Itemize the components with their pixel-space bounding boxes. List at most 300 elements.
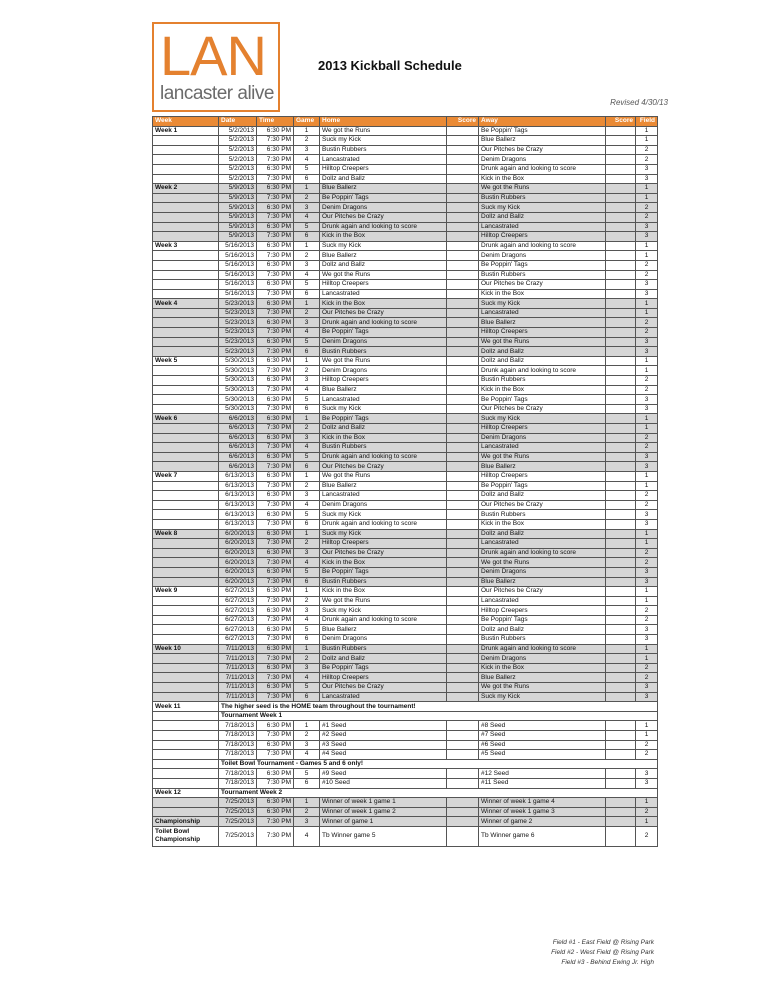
home-team-cell: Kick in the Box <box>320 587 447 597</box>
home-team-cell: Lancastrated <box>320 289 447 299</box>
away-score-cell <box>606 615 636 625</box>
table-row <box>153 635 658 645</box>
home-score-cell <box>447 356 479 366</box>
game-cell: 1 <box>294 414 320 424</box>
field-cell: 3 <box>636 635 658 645</box>
home-score-cell <box>447 424 479 434</box>
away-team-cell: Be Poppin' Tags <box>479 260 606 270</box>
field-cell: 1 <box>636 529 658 539</box>
away-score-cell <box>606 491 636 501</box>
week-cell <box>153 567 219 577</box>
home-team-cell: Be Poppin' Tags <box>320 193 447 203</box>
field-legend-3: Field #3 - Behind Ewing Jr. High <box>561 959 654 966</box>
date-cell: 5/30/2013 <box>219 404 257 414</box>
date-cell: 5/9/2013 <box>219 232 257 242</box>
time-cell: 6:30 PM <box>257 567 294 577</box>
table-row <box>153 193 658 203</box>
date-cell: 5/16/2013 <box>219 251 257 261</box>
away-score-cell <box>606 558 636 568</box>
away-score-cell <box>606 807 636 817</box>
away-score-cell <box>606 280 636 290</box>
time-cell: 6:30 PM <box>257 203 294 213</box>
away-team-cell: Be Poppin' Tags <box>479 615 606 625</box>
time-cell: 6:30 PM <box>257 126 294 136</box>
field-cell: 2 <box>636 212 658 222</box>
week-cell: Week 3 <box>153 241 219 251</box>
week-cell <box>153 625 219 635</box>
home-team-cell: We got the Runs <box>320 356 447 366</box>
week-cell <box>153 500 219 510</box>
away-team-cell: Bustin Rubbers <box>479 376 606 386</box>
week-cell <box>153 232 219 242</box>
away-team-cell: #5 Seed <box>479 750 606 760</box>
away-team-cell: Winner of week 1 game 4 <box>479 798 606 808</box>
away-team-cell: Bustin Rubbers <box>479 270 606 280</box>
table-row <box>153 356 658 366</box>
away-score-cell <box>606 750 636 760</box>
date-cell: 6/27/2013 <box>219 625 257 635</box>
away-team-cell: #7 Seed <box>479 731 606 741</box>
field-cell: 3 <box>636 769 658 779</box>
week-cell: Week 11 <box>153 702 219 712</box>
field-cell: 2 <box>636 145 658 155</box>
date-cell: 5/2/2013 <box>219 136 257 146</box>
away-score-cell <box>606 164 636 174</box>
away-score-cell <box>606 424 636 434</box>
table-row <box>153 241 658 251</box>
game-cell: 6 <box>294 347 320 357</box>
away-team-cell: Drunk again and looking to score <box>479 164 606 174</box>
week-cell <box>153 443 219 453</box>
home-score-cell <box>447 270 479 280</box>
home-team-cell: Blue Ballerz <box>320 481 447 491</box>
field-cell: 1 <box>636 587 658 597</box>
game-cell: 4 <box>294 826 320 846</box>
week-cell <box>153 596 219 606</box>
home-team-cell: Be Poppin' Tags <box>320 328 447 338</box>
game-cell: 1 <box>294 587 320 597</box>
date-cell: 6/13/2013 <box>219 481 257 491</box>
away-team-cell: Our Pitches be Crazy <box>479 587 606 597</box>
home-team-cell: Lancastrated <box>320 155 447 165</box>
field-cell: 3 <box>636 232 658 242</box>
field-cell: 3 <box>636 778 658 788</box>
table-row <box>153 558 658 568</box>
home-team-cell: Denim Dragons <box>320 500 447 510</box>
date-cell: 5/2/2013 <box>219 126 257 136</box>
field-cell: 1 <box>636 241 658 251</box>
home-score-cell <box>447 798 479 808</box>
date-cell: 7/18/2013 <box>219 750 257 760</box>
away-team-cell: Dollz and Ballz <box>479 529 606 539</box>
game-cell: 5 <box>294 510 320 520</box>
away-team-cell: Drunk again and looking to score <box>479 548 606 558</box>
table-row <box>153 260 658 270</box>
away-score-cell <box>606 289 636 299</box>
time-cell: 6:30 PM <box>257 721 294 731</box>
game-cell: 2 <box>294 308 320 318</box>
table-row <box>153 222 658 232</box>
game-cell: 1 <box>294 126 320 136</box>
game-cell: 3 <box>294 203 320 213</box>
home-team-cell: #2 Seed <box>320 731 447 741</box>
table-row <box>153 347 658 357</box>
field-cell: 3 <box>636 567 658 577</box>
table-header-row <box>153 117 658 127</box>
away-score-cell <box>606 778 636 788</box>
time-cell: 6:30 PM <box>257 452 294 462</box>
home-team-cell: Denim Dragons <box>320 366 447 376</box>
home-score-cell <box>447 193 479 203</box>
week-cell <box>153 433 219 443</box>
table-row <box>153 817 658 827</box>
game-cell: 4 <box>294 558 320 568</box>
game-cell: 5 <box>294 683 320 693</box>
week-cell: Week 7 <box>153 471 219 481</box>
away-score-cell <box>606 376 636 386</box>
home-score-cell <box>447 299 479 309</box>
week-cell <box>153 798 219 808</box>
week-cell <box>153 548 219 558</box>
home-team-cell: Be Poppin' Tags <box>320 414 447 424</box>
game-cell: 4 <box>294 270 320 280</box>
table-row <box>153 539 658 549</box>
field-cell: 2 <box>636 433 658 443</box>
home-team-cell: Winner of week 1 game 1 <box>320 798 447 808</box>
home-team-cell: Kick in the Box <box>320 232 447 242</box>
date-cell: 6/6/2013 <box>219 452 257 462</box>
date-cell: 5/16/2013 <box>219 260 257 270</box>
game-cell: 4 <box>294 212 320 222</box>
home-team-cell: Lancastrated <box>320 692 447 702</box>
home-team-cell: Bustin Rubbers <box>320 577 447 587</box>
date-cell: 7/11/2013 <box>219 673 257 683</box>
game-cell: 2 <box>294 481 320 491</box>
home-score-cell <box>447 318 479 328</box>
game-cell: 2 <box>294 366 320 376</box>
header-away-score: Score <box>606 117 636 127</box>
home-team-cell: Hilltop Creepers <box>320 539 447 549</box>
away-team-cell: Be Poppin' Tags <box>479 395 606 405</box>
table-row <box>153 807 658 817</box>
date-cell: 5/9/2013 <box>219 193 257 203</box>
date-cell: 5/2/2013 <box>219 174 257 184</box>
home-team-cell: Blue Ballerz <box>320 625 447 635</box>
field-cell: 3 <box>636 164 658 174</box>
game-cell: 6 <box>294 289 320 299</box>
game-cell: 6 <box>294 519 320 529</box>
date-cell: 7/25/2013 <box>219 817 257 827</box>
table-row <box>153 615 658 625</box>
home-score-cell <box>447 673 479 683</box>
home-score-cell <box>447 731 479 741</box>
date-cell: 6/20/2013 <box>219 548 257 558</box>
table-row <box>153 625 658 635</box>
home-score-cell <box>447 778 479 788</box>
away-score-cell <box>606 644 636 654</box>
week-cell <box>153 663 219 673</box>
week-cell <box>153 558 219 568</box>
time-cell: 7:30 PM <box>257 212 294 222</box>
home-score-cell <box>447 471 479 481</box>
home-team-cell: Our Pitches be Crazy <box>320 308 447 318</box>
date-cell: 5/16/2013 <box>219 289 257 299</box>
table-row <box>153 308 658 318</box>
table-row <box>153 788 658 798</box>
field-cell: 2 <box>636 260 658 270</box>
away-score-cell <box>606 567 636 577</box>
game-cell: 1 <box>294 356 320 366</box>
table-row <box>153 711 658 721</box>
field-cell: 3 <box>636 692 658 702</box>
time-cell: 6:30 PM <box>257 299 294 309</box>
week-cell <box>153 481 219 491</box>
time-cell: 7:30 PM <box>257 596 294 606</box>
week-cell: Week 4 <box>153 299 219 309</box>
time-cell: 7:30 PM <box>257 424 294 434</box>
home-team-cell: Suck my Kick <box>320 606 447 616</box>
table-row <box>153 769 658 779</box>
away-team-cell: Bustin Rubbers <box>479 510 606 520</box>
lancaster-alive-logo <box>152 22 280 112</box>
table-row <box>153 212 658 222</box>
table-row <box>153 673 658 683</box>
time-cell: 6:30 PM <box>257 318 294 328</box>
date-cell: 7/18/2013 <box>219 740 257 750</box>
home-score-cell <box>447 558 479 568</box>
game-cell: 4 <box>294 615 320 625</box>
table-row <box>153 778 658 788</box>
table-row <box>153 174 658 184</box>
away-score-cell <box>606 654 636 664</box>
home-score-cell <box>447 606 479 616</box>
away-score-cell <box>606 136 636 146</box>
game-cell: 1 <box>294 644 320 654</box>
game-cell: 2 <box>294 731 320 741</box>
game-cell: 5 <box>294 567 320 577</box>
game-cell: 3 <box>294 817 320 827</box>
table-row <box>153 203 658 213</box>
home-team-cell: Bustin Rubbers <box>320 347 447 357</box>
time-cell: 7:30 PM <box>257 817 294 827</box>
away-score-cell <box>606 174 636 184</box>
table-row <box>153 644 658 654</box>
time-cell: 7:30 PM <box>257 654 294 664</box>
time-cell: 7:30 PM <box>257 385 294 395</box>
away-team-cell: We got the Runs <box>479 337 606 347</box>
time-cell: 6:30 PM <box>257 683 294 693</box>
home-score-cell <box>447 750 479 760</box>
away-score-cell <box>606 798 636 808</box>
week-cell <box>153 404 219 414</box>
home-score-cell <box>447 280 479 290</box>
home-team-cell: Blue Ballerz <box>320 385 447 395</box>
away-team-cell: Denim Dragons <box>479 155 606 165</box>
away-team-cell: Blue Ballerz <box>479 462 606 472</box>
away-team-cell: Lancastrated <box>479 539 606 549</box>
time-cell: 7:30 PM <box>257 519 294 529</box>
away-team-cell: Suck my Kick <box>479 414 606 424</box>
field-cell: 2 <box>636 826 658 846</box>
away-team-cell: Denim Dragons <box>479 654 606 664</box>
away-team-cell: Kick in the Box <box>479 174 606 184</box>
home-team-cell: Hilltop Creepers <box>320 164 447 174</box>
away-score-cell <box>606 356 636 366</box>
home-score-cell <box>447 155 479 165</box>
table-row <box>153 692 658 702</box>
home-team-cell: Bustin Rubbers <box>320 443 447 453</box>
home-team-cell: Suck my Kick <box>320 404 447 414</box>
time-cell: 7:30 PM <box>257 404 294 414</box>
table-row <box>153 155 658 165</box>
home-team-cell: Hilltop Creepers <box>320 280 447 290</box>
table-row <box>153 759 658 769</box>
time-cell: 6:30 PM <box>257 471 294 481</box>
home-score-cell <box>447 433 479 443</box>
schedule-body <box>153 126 658 846</box>
away-score-cell <box>606 577 636 587</box>
home-score-cell <box>447 145 479 155</box>
away-score-cell <box>606 539 636 549</box>
week-cell: Week 9 <box>153 587 219 597</box>
away-score-cell <box>606 203 636 213</box>
time-cell: 6:30 PM <box>257 337 294 347</box>
home-score-cell <box>447 212 479 222</box>
away-team-cell: Hilltop Creepers <box>479 232 606 242</box>
home-team-cell: Drunk again and looking to score <box>320 452 447 462</box>
game-cell: 4 <box>294 155 320 165</box>
table-row <box>153 702 658 712</box>
date-cell: 5/23/2013 <box>219 308 257 318</box>
time-cell: 7:30 PM <box>257 443 294 453</box>
home-team-cell: Winner of game 1 <box>320 817 447 827</box>
game-cell: 4 <box>294 500 320 510</box>
field-cell: 1 <box>636 596 658 606</box>
week-cell <box>153 510 219 520</box>
home-score-cell <box>447 548 479 558</box>
table-row <box>153 232 658 242</box>
home-team-cell: Bustin Rubbers <box>320 145 447 155</box>
week-cell <box>153 615 219 625</box>
away-score-cell <box>606 452 636 462</box>
date-cell: 6/20/2013 <box>219 539 257 549</box>
home-score-cell <box>447 683 479 693</box>
week-cell <box>153 318 219 328</box>
game-cell: 2 <box>294 596 320 606</box>
home-score-cell <box>447 663 479 673</box>
away-score-cell <box>606 241 636 251</box>
field-cell: 1 <box>636 654 658 664</box>
field-cell: 2 <box>636 155 658 165</box>
field-cell: 2 <box>636 385 658 395</box>
time-cell: 6:30 PM <box>257 769 294 779</box>
field-cell: 1 <box>636 798 658 808</box>
field-cell: 3 <box>636 280 658 290</box>
home-score-cell <box>447 817 479 827</box>
week-cell <box>153 778 219 788</box>
game-cell: 3 <box>294 548 320 558</box>
time-cell: 6:30 PM <box>257 395 294 405</box>
field-cell: 3 <box>636 404 658 414</box>
week-cell <box>153 462 219 472</box>
date-cell: 5/23/2013 <box>219 347 257 357</box>
away-score-cell <box>606 328 636 338</box>
table-row <box>153 683 658 693</box>
game-cell: 2 <box>294 807 320 817</box>
away-team-cell: Our Pitches be Crazy <box>479 404 606 414</box>
home-team-cell: Hilltop Creepers <box>320 673 447 683</box>
week-cell <box>153 769 219 779</box>
home-score-cell <box>447 203 479 213</box>
field-legend-1: Field #1 - East Field @ Rising Park <box>552 939 654 946</box>
field-cell: 3 <box>636 462 658 472</box>
game-cell: 5 <box>294 337 320 347</box>
away-team-cell: Denim Dragons <box>479 433 606 443</box>
date-cell: 6/27/2013 <box>219 606 257 616</box>
home-team-cell: Drunk again and looking to score <box>320 519 447 529</box>
home-score-cell <box>447 807 479 817</box>
field-cell: 3 <box>636 519 658 529</box>
time-cell: 6:30 PM <box>257 663 294 673</box>
away-score-cell <box>606 395 636 405</box>
week-cell <box>153 750 219 760</box>
date-cell: 6/6/2013 <box>219 443 257 453</box>
game-cell: 1 <box>294 529 320 539</box>
home-team-cell: Dollz and Ballz <box>320 424 447 434</box>
game-cell: 1 <box>294 798 320 808</box>
table-row <box>153 654 658 664</box>
home-team-cell: Our Pitches be Crazy <box>320 212 447 222</box>
week-cell: Week 12 <box>153 788 219 798</box>
field-cell: 1 <box>636 414 658 424</box>
home-team-cell: Suck my Kick <box>320 510 447 520</box>
table-row <box>153 414 658 424</box>
week-cell <box>153 174 219 184</box>
home-team-cell: Our Pitches be Crazy <box>320 683 447 693</box>
time-cell: 7:30 PM <box>257 174 294 184</box>
time-cell: 6:30 PM <box>257 280 294 290</box>
note-cell: Tournament Week 1 <box>219 711 658 721</box>
game-cell: 4 <box>294 750 320 760</box>
time-cell: 7:30 PM <box>257 750 294 760</box>
away-team-cell: #12 Seed <box>479 769 606 779</box>
date-cell: 7/25/2013 <box>219 807 257 817</box>
field-cell: 2 <box>636 328 658 338</box>
week-cell <box>153 260 219 270</box>
date-cell: 5/23/2013 <box>219 299 257 309</box>
table-row <box>153 471 658 481</box>
note-cell: Tournament Week 2 <box>219 788 658 798</box>
date-cell: 7/11/2013 <box>219 692 257 702</box>
away-team-cell: Denim Dragons <box>479 251 606 261</box>
home-team-cell: Be Poppin' Tags <box>320 663 447 673</box>
time-cell: 6:30 PM <box>257 356 294 366</box>
time-cell: 6:30 PM <box>257 510 294 520</box>
week-cell <box>153 807 219 817</box>
away-score-cell <box>606 193 636 203</box>
date-cell: 7/11/2013 <box>219 654 257 664</box>
week-cell <box>153 424 219 434</box>
time-cell: 6:30 PM <box>257 433 294 443</box>
game-cell: 6 <box>294 692 320 702</box>
away-score-cell <box>606 635 636 645</box>
home-team-cell: Kick in the Box <box>320 433 447 443</box>
home-score-cell <box>447 721 479 731</box>
home-score-cell <box>447 251 479 261</box>
week-cell <box>153 222 219 232</box>
time-cell: 6:30 PM <box>257 606 294 616</box>
field-cell: 1 <box>636 136 658 146</box>
